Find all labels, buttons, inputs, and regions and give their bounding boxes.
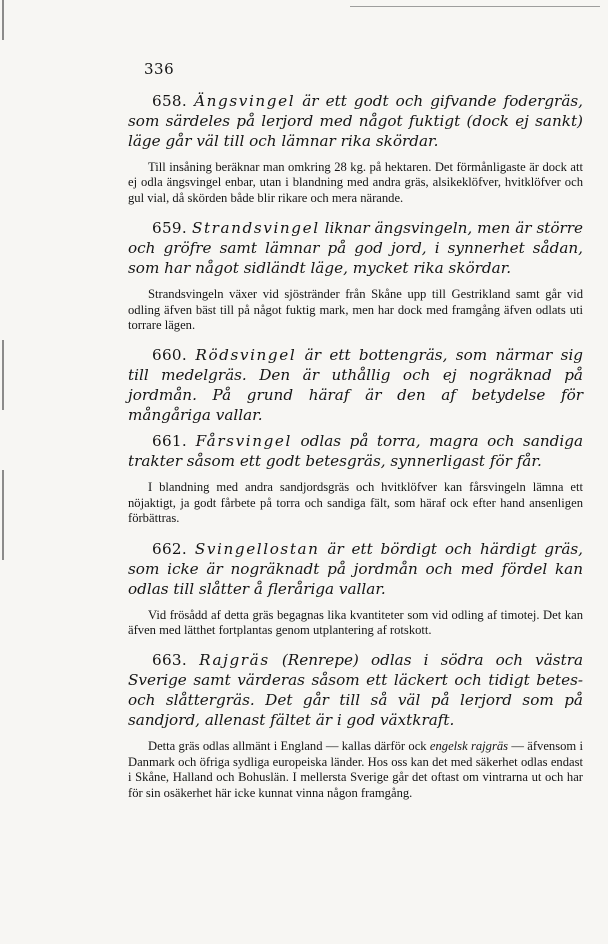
page-content xyxy=(128,60,583,813)
entry-number: 663. xyxy=(152,651,188,670)
entry-number: 658. xyxy=(152,92,188,110)
scan-edge-mark xyxy=(2,340,4,410)
entry-number: 661. xyxy=(152,432,188,451)
entry-heading xyxy=(128,650,583,730)
entry-658 xyxy=(128,91,583,206)
entry-term: Rödsvingel xyxy=(195,346,297,365)
entry-body: Till insåning beräknar man omkring 28 kg. på hektaren. Det förmånligaste är dock att ej odla ängsvingel enbar, utan i blandning med andra gräs, alsikeklöfver, hvitklöfver och gul vial, då skörden både blir rikare och mera närande. xyxy=(128,160,583,205)
entry-heading xyxy=(128,539,583,599)
entry-body-emphasis: engelsk rajgräs xyxy=(429,739,509,754)
entry-term: Rajgräs xyxy=(199,651,270,670)
entry-659 xyxy=(128,218,583,333)
entry-body: I blandning med andra sandjordsgräs och hvitklöfver kan fårsvingeln lämna ett nöjaktigt, ja godt fårbete på torra och sandiga fält, som häraf ock efter hand ansenligen förbättras. xyxy=(128,480,583,526)
entry-body: Vid frösådd af detta gräs begagnas lika kvantiteter som vid odling af timotej. Det kan äfven med lätthet fortplantas genom utplantering af rotskott. xyxy=(128,607,583,638)
entry-660 xyxy=(128,345,583,425)
entry-663 xyxy=(128,650,583,801)
entry-heading xyxy=(128,345,583,425)
entry-body-text: — äfvensom i Danmark och öfriga sydliga europeiska länder. Hos oss kan det med säkerhet odlas endast i Skåne, Halland och Bohuslän. I mellersta Sverige går det oftast om vintrarna ut och har för sin osäkerhet här icke kunnat vinna någon framgång. xyxy=(128,739,583,800)
entry-number: 660. xyxy=(152,346,188,365)
entry-number: 662. xyxy=(152,539,188,558)
entry-662 xyxy=(128,539,583,639)
entry-heading-text: är ett godt och gifvande fodergräs, som särdeles på lerjord med något fuktigt (dock ej sankt) läge går väl till och lämnar rika skördar. xyxy=(128,92,583,150)
entry-heading-text: är ett bottengräs, som närmar sig till medelgräs. Den är uthållig och ej nogräknad på jordmån. På grund häraf är den af betydelse för mångåriga vallar. xyxy=(128,346,584,425)
scan-edge-mark xyxy=(2,0,4,40)
entry-number: 659. xyxy=(152,219,188,238)
entry-term: Svingellostan xyxy=(194,539,320,558)
entry-661 xyxy=(128,431,583,526)
entry-body-text: Detta gräs odlas allmänt i England — kallas därför ock xyxy=(148,739,427,754)
page-number: 336 xyxy=(144,60,175,78)
entry-heading xyxy=(128,431,583,471)
entry-body xyxy=(128,739,583,801)
entry-heading-text: (Renrepe) odlas i södra och västra Sverige samt värderas såsom ett läckert och tidigt betes- och slåttergräs. Det går till så väl på lerjord som på sandjord, allenast fältet är i god växtkraft. xyxy=(128,651,584,730)
entry-term: Ängsvingel xyxy=(194,92,296,110)
entry-body: Strandsvingeln växer vid sjöstränder från Skåne upp till Gestrikland samt går vid odling äfven bäst till på något fuktig mark, men har dock med framgång äfven odlats uti torrare lägen. xyxy=(128,287,583,333)
entry-term: Strandsvingel xyxy=(191,219,320,238)
entry-term: Fårsvingel xyxy=(195,432,292,451)
scan-edge-mark xyxy=(2,470,4,560)
scan-edge-line xyxy=(350,6,600,7)
entry-heading xyxy=(128,91,583,151)
entry-heading-text: odlas på torra, magra och sandiga trakter såsom ett godt betesgräs, synnerligast för får. xyxy=(128,432,584,471)
entry-heading-text: är ett bördigt och härdigt gräs, som icke är nogräknadt på jordmån och med fördel kan odlas till slåtter å fleråriga vallar. xyxy=(128,539,584,598)
entry-heading xyxy=(128,218,583,278)
entry-heading-text: liknar ängsvingeln, men är större och gröfre samt lämnar på god jord, i synnerhet sådan, som har något sidländt läge, mycket rika skördar. xyxy=(128,219,584,278)
